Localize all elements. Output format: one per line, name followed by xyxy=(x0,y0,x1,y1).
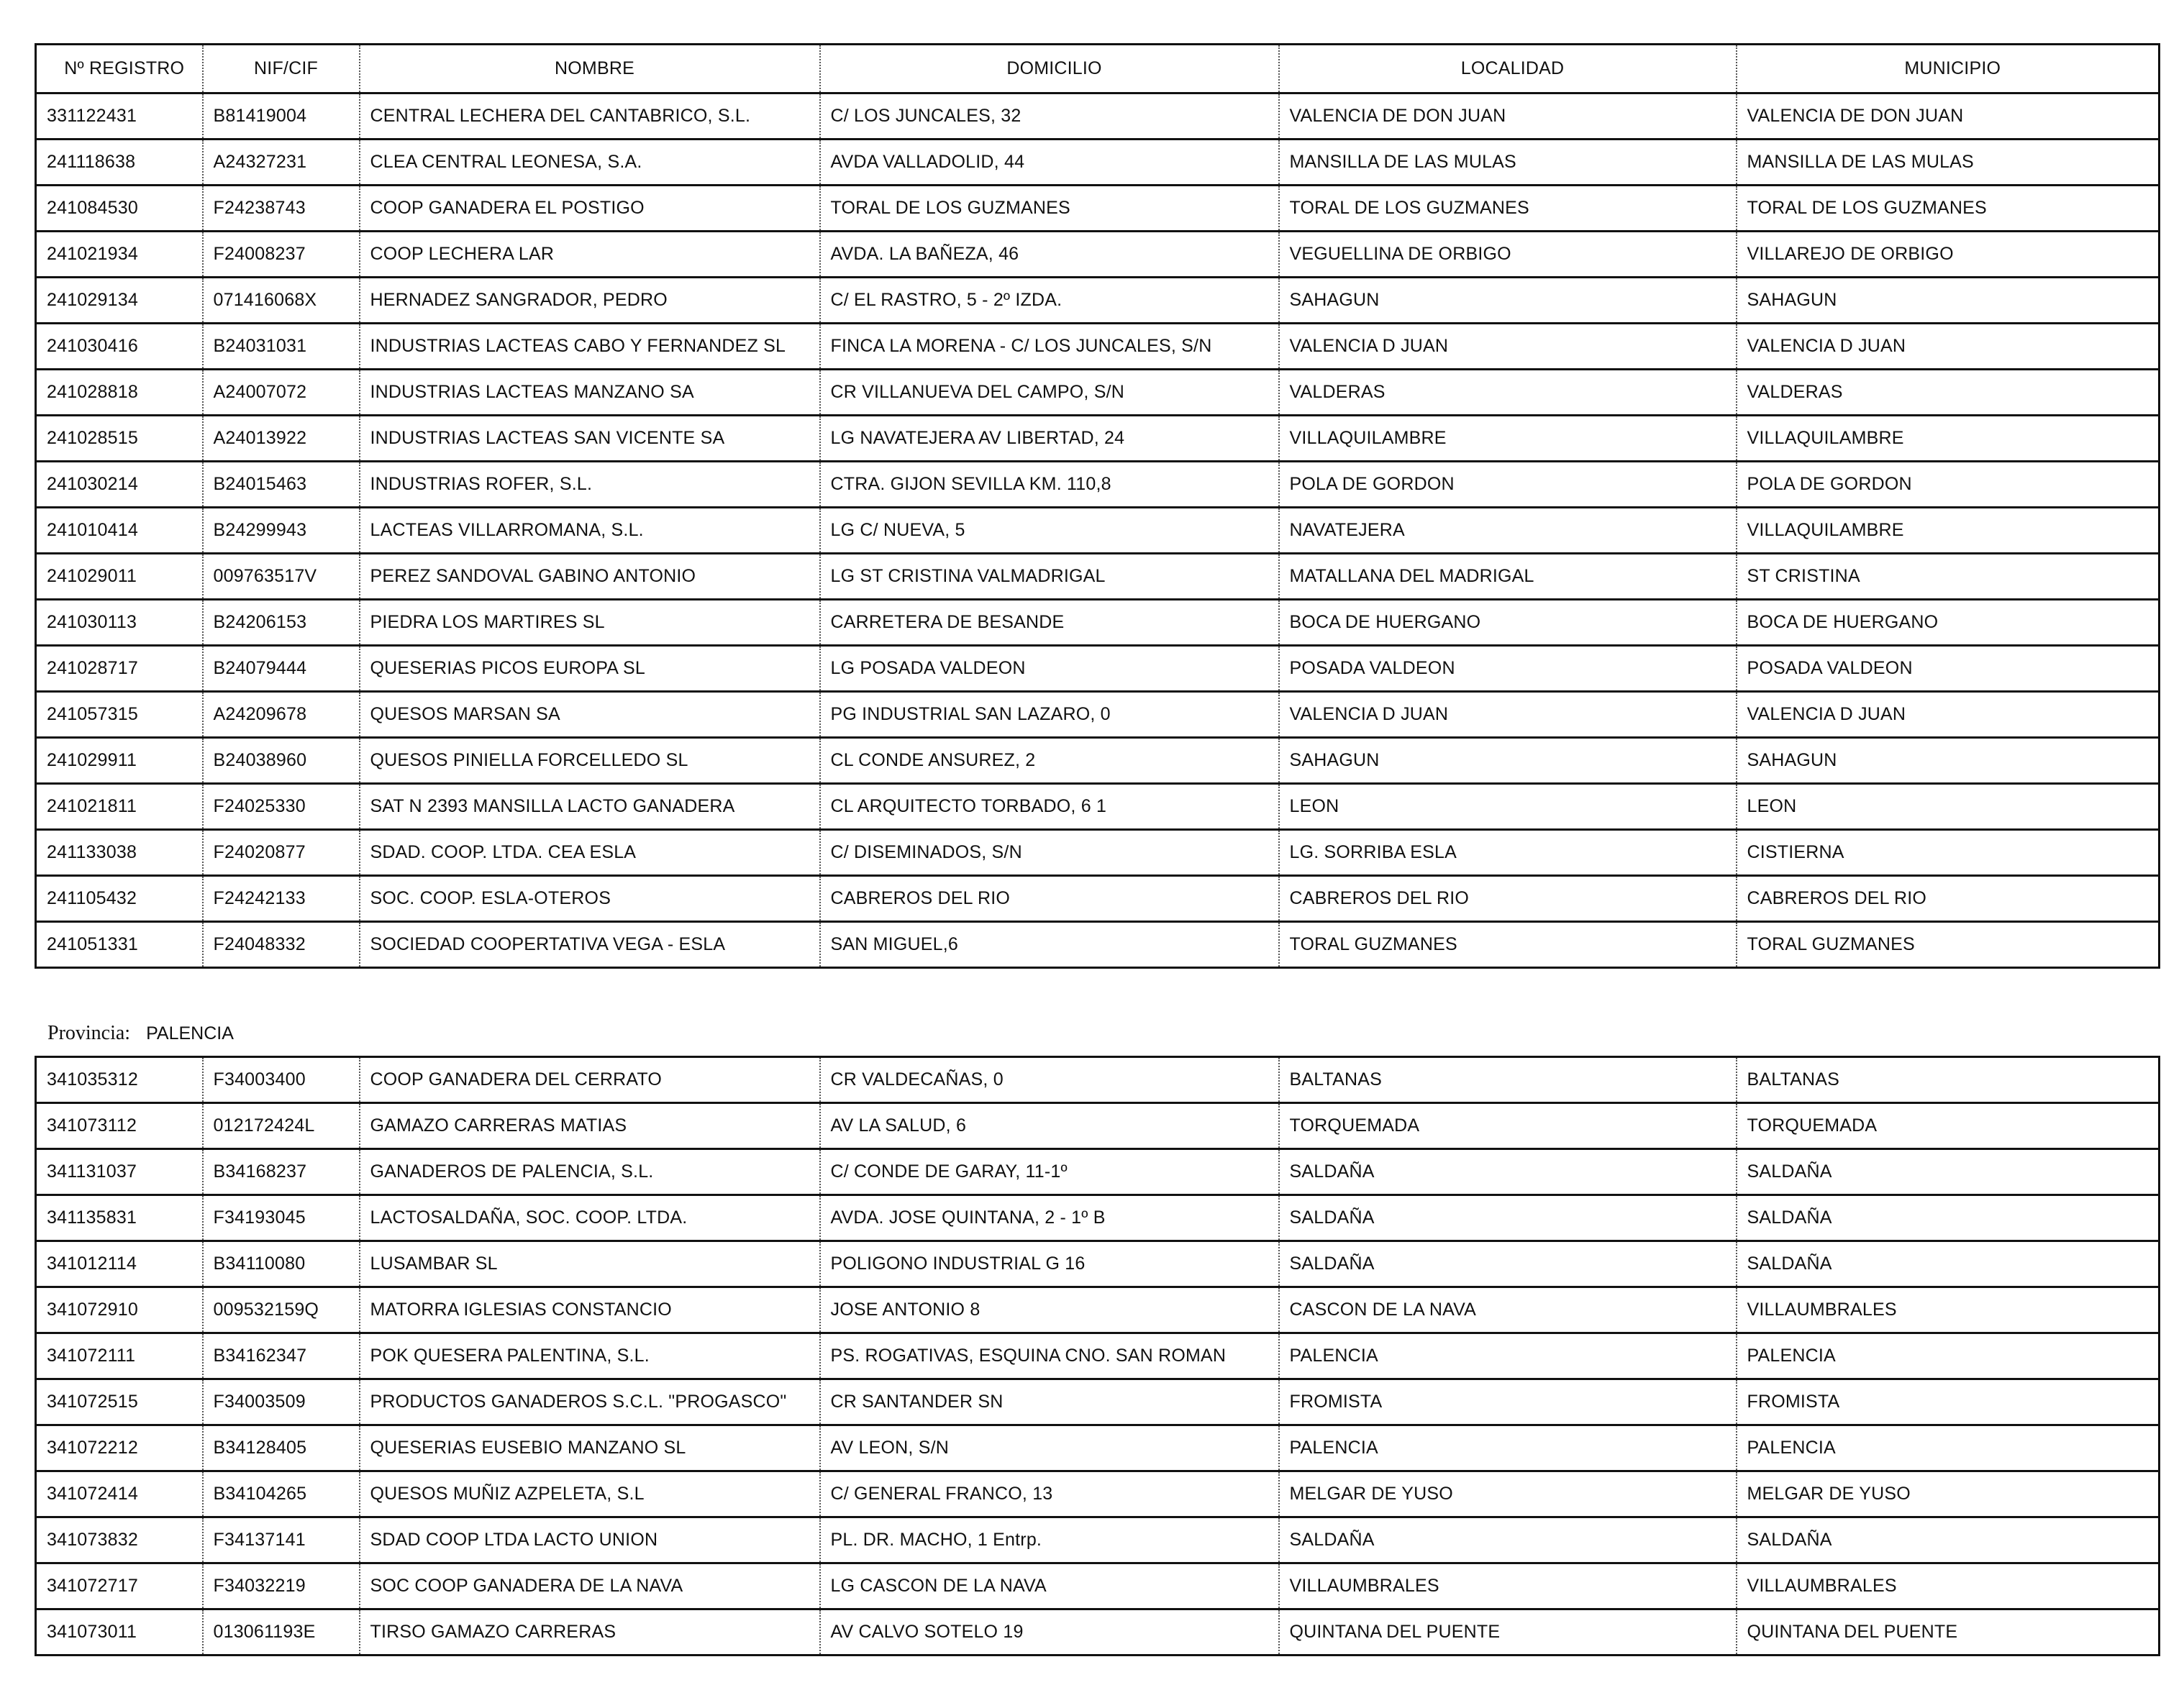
cell-domicilio: C/ GENERAL FRANCO, 13 xyxy=(820,1471,1279,1517)
cell-localidad: LG. SORRIBA ESLA xyxy=(1279,830,1737,876)
cell-nombre: LUSAMBAR SL xyxy=(360,1241,820,1287)
table-row xyxy=(36,784,2160,830)
cell-nombre: SAT N 2393 MANSILLA LACTO GANADERA xyxy=(360,784,820,830)
cell-localidad: MATALLANA DEL MADRIGAL xyxy=(1279,554,1737,600)
cell-localidad: MANSILLA DE LAS MULAS xyxy=(1279,140,1737,186)
cell-nombre: QUESOS MARSAN SA xyxy=(360,692,820,738)
cell-nif-cif: F24242133 xyxy=(203,876,360,922)
cell-nif-cif: A24013922 xyxy=(203,416,360,462)
cell-domicilio: AVDA. LA BAÑEZA, 46 xyxy=(820,232,1279,278)
cell-nombre: TIRSO GAMAZO CARRERAS xyxy=(360,1609,820,1656)
cell-registro: 341073832 xyxy=(36,1517,203,1563)
cell-municipio: VALENCIA D JUAN xyxy=(1737,324,2160,370)
cell-domicilio: C/ DISEMINADOS, S/N xyxy=(820,830,1279,876)
cell-nombre: SOC COOP GANADERA DE LA NAVA xyxy=(360,1563,820,1609)
cell-municipio: SALDAÑA xyxy=(1737,1241,2160,1287)
cell-localidad: SALDAÑA xyxy=(1279,1241,1737,1287)
cell-domicilio: CL ARQUITECTO TORBADO, 6 1 xyxy=(820,784,1279,830)
cell-nombre: MATORRA IGLESIAS CONSTANCIO xyxy=(360,1287,820,1333)
table-row xyxy=(36,508,2160,554)
cell-nif-cif: B24299943 xyxy=(203,508,360,554)
table-row xyxy=(36,1333,2160,1379)
cell-localidad: BOCA DE HUERGANO xyxy=(1279,600,1737,646)
table-row xyxy=(36,922,2160,968)
cell-localidad: QUINTANA DEL PUENTE xyxy=(1279,1609,1737,1656)
cell-localidad: TORAL GUZMANES xyxy=(1279,922,1737,968)
cell-nombre: COOP GANADERA EL POSTIGO xyxy=(360,186,820,232)
table-row xyxy=(36,370,2160,416)
cell-domicilio: PL. DR. MACHO, 1 Entrp. xyxy=(820,1517,1279,1563)
cell-nombre: PEREZ SANDOVAL GABINO ANTONIO xyxy=(360,554,820,600)
cell-localidad: SALDAÑA xyxy=(1279,1517,1737,1563)
header-nif-cif: NIF/CIF xyxy=(203,45,360,93)
cell-nombre: QUESERIAS EUSEBIO MANZANO SL xyxy=(360,1425,820,1471)
cell-localidad: VALENCIA D JUAN xyxy=(1279,692,1737,738)
cell-nif-cif: B24015463 xyxy=(203,462,360,508)
cell-domicilio: CARRETERA DE BESANDE xyxy=(820,600,1279,646)
cell-nif-cif: B24206153 xyxy=(203,600,360,646)
cell-nif-cif: 009763517V xyxy=(203,554,360,600)
cell-domicilio: AVDA VALLADOLID, 44 xyxy=(820,140,1279,186)
cell-municipio: VALENCIA D JUAN xyxy=(1737,692,2160,738)
cell-registro: 341073112 xyxy=(36,1103,203,1149)
cell-domicilio: AV CALVO SOTELO 19 xyxy=(820,1609,1279,1656)
table-row xyxy=(36,278,2160,324)
table-row xyxy=(36,232,2160,278)
header-municipio: MUNICIPIO xyxy=(1737,45,2160,93)
cell-domicilio: C/ LOS JUNCALES, 32 xyxy=(820,93,1279,140)
cell-municipio: BOCA DE HUERGANO xyxy=(1737,600,2160,646)
cell-municipio: LEON xyxy=(1737,784,2160,830)
cell-registro: 341131037 xyxy=(36,1149,203,1195)
cell-registro: 241030416 xyxy=(36,324,203,370)
cell-nombre: SOC. COOP. ESLA-OTEROS xyxy=(360,876,820,922)
cell-municipio: CISTIERNA xyxy=(1737,830,2160,876)
cell-registro: 241010414 xyxy=(36,508,203,554)
cell-nombre: HERNADEZ SANGRADOR, PEDRO xyxy=(360,278,820,324)
cell-nombre: LACTEAS VILLARROMANA, S.L. xyxy=(360,508,820,554)
cell-nif-cif: F24008237 xyxy=(203,232,360,278)
registry-table-palencia xyxy=(35,1056,2160,1656)
cell-municipio: CABREROS DEL RIO xyxy=(1737,876,2160,922)
cell-municipio: POLA DE GORDON xyxy=(1737,462,2160,508)
cell-registro: 241021811 xyxy=(36,784,203,830)
table-row xyxy=(36,554,2160,600)
cell-municipio: TORAL GUZMANES xyxy=(1737,922,2160,968)
cell-municipio: TORQUEMADA xyxy=(1737,1103,2160,1149)
table-row xyxy=(36,462,2160,508)
cell-registro: 241105432 xyxy=(36,876,203,922)
cell-nombre: QUESERIAS PICOS EUROPA SL xyxy=(360,646,820,692)
cell-registro: 241030113 xyxy=(36,600,203,646)
cell-nif-cif: F24238743 xyxy=(203,186,360,232)
cell-nombre: COOP GANADERA DEL CERRATO xyxy=(360,1057,820,1103)
cell-nombre: LACTOSALDAÑA, SOC. COOP. LTDA. xyxy=(360,1195,820,1241)
table-row xyxy=(36,186,2160,232)
table-row xyxy=(36,416,2160,462)
cell-municipio: TORAL DE LOS GUZMANES xyxy=(1737,186,2160,232)
table-row xyxy=(36,1103,2160,1149)
cell-nif-cif: B24038960 xyxy=(203,738,360,784)
cell-localidad: POSADA VALDEON xyxy=(1279,646,1737,692)
cell-registro: 341035312 xyxy=(36,1057,203,1103)
cell-municipio: QUINTANA DEL PUENTE xyxy=(1737,1609,2160,1656)
cell-domicilio: CTRA. GIJON SEVILLA KM. 110,8 xyxy=(820,462,1279,508)
cell-nif-cif: B34110080 xyxy=(203,1241,360,1287)
cell-registro: 241028717 xyxy=(36,646,203,692)
cell-domicilio: AVDA. JOSE QUINTANA, 2 - 1º B xyxy=(820,1195,1279,1241)
table-row xyxy=(36,830,2160,876)
cell-localidad: VILLAUMBRALES xyxy=(1279,1563,1737,1609)
cell-municipio: FROMISTA xyxy=(1737,1379,2160,1425)
cell-registro: 241030214 xyxy=(36,462,203,508)
table-row xyxy=(36,646,2160,692)
cell-municipio: VILLAREJO DE ORBIGO xyxy=(1737,232,2160,278)
cell-registro: 241028818 xyxy=(36,370,203,416)
cell-nif-cif: 009532159Q xyxy=(203,1287,360,1333)
cell-nombre: SDAD. COOP. LTDA. CEA ESLA xyxy=(360,830,820,876)
cell-municipio: SALDAÑA xyxy=(1737,1517,2160,1563)
cell-nombre: SOCIEDAD COOPERTATIVA VEGA - ESLA xyxy=(360,922,820,968)
table-row xyxy=(36,1195,2160,1241)
cell-localidad: LEON xyxy=(1279,784,1737,830)
cell-nombre: INDUSTRIAS LACTEAS SAN VICENTE SA xyxy=(360,416,820,462)
cell-municipio: VILLAUMBRALES xyxy=(1737,1563,2160,1609)
table-row xyxy=(36,324,2160,370)
cell-localidad: SAHAGUN xyxy=(1279,738,1737,784)
cell-nif-cif: F34003509 xyxy=(203,1379,360,1425)
cell-localidad: PALENCIA xyxy=(1279,1425,1737,1471)
provincia-label: Provincia: xyxy=(47,1022,131,1044)
cell-municipio: PALENCIA xyxy=(1737,1333,2160,1379)
cell-municipio: SAHAGUN xyxy=(1737,738,2160,784)
cell-domicilio: CL CONDE ANSUREZ, 2 xyxy=(820,738,1279,784)
cell-municipio: SAHAGUN xyxy=(1737,278,2160,324)
cell-nombre: INDUSTRIAS LACTEAS MANZANO SA xyxy=(360,370,820,416)
table-row xyxy=(36,1471,2160,1517)
cell-municipio: MELGAR DE YUSO xyxy=(1737,1471,2160,1517)
header-domicilio: DOMICILIO xyxy=(820,45,1279,93)
cell-nombre: POK QUESERA PALENTINA, S.L. xyxy=(360,1333,820,1379)
cell-registro: 241029134 xyxy=(36,278,203,324)
cell-nif-cif: B24079444 xyxy=(203,646,360,692)
cell-nombre: GANADEROS DE PALENCIA, S.L. xyxy=(360,1149,820,1195)
cell-registro: 241051331 xyxy=(36,922,203,968)
cell-domicilio: TORAL DE LOS GUZMANES xyxy=(820,186,1279,232)
cell-registro: 341072515 xyxy=(36,1379,203,1425)
cell-nif-cif: B81419004 xyxy=(203,93,360,140)
cell-localidad: PALENCIA xyxy=(1279,1333,1737,1379)
cell-localidad: VALENCIA D JUAN xyxy=(1279,324,1737,370)
cell-municipio: VILLAQUILAMBRE xyxy=(1737,416,2160,462)
cell-registro: 241057315 xyxy=(36,692,203,738)
header-registro: Nº REGISTRO xyxy=(36,45,203,93)
cell-municipio: SALDAÑA xyxy=(1737,1149,2160,1195)
cell-registro: 341072717 xyxy=(36,1563,203,1609)
table-row xyxy=(36,1563,2160,1609)
cell-nombre: CENTRAL LECHERA DEL CANTABRICO, S.L. xyxy=(360,93,820,140)
cell-municipio: MANSILLA DE LAS MULAS xyxy=(1737,140,2160,186)
cell-municipio: VILLAQUILAMBRE xyxy=(1737,508,2160,554)
cell-domicilio: AV LA SALUD, 6 xyxy=(820,1103,1279,1149)
registry-table-leon xyxy=(35,43,2160,969)
cell-domicilio: LG NAVATEJERA AV LIBERTAD, 24 xyxy=(820,416,1279,462)
cell-localidad: SALDAÑA xyxy=(1279,1195,1737,1241)
cell-localidad: VALENCIA DE DON JUAN xyxy=(1279,93,1737,140)
table-row xyxy=(36,140,2160,186)
cell-nombre: GAMAZO CARRERAS MATIAS xyxy=(360,1103,820,1149)
cell-municipio: PALENCIA xyxy=(1737,1425,2160,1471)
cell-registro: 341072111 xyxy=(36,1333,203,1379)
cell-municipio: BALTANAS xyxy=(1737,1057,2160,1103)
cell-nif-cif: F34193045 xyxy=(203,1195,360,1241)
table-row xyxy=(36,876,2160,922)
cell-nombre: INDUSTRIAS LACTEAS CABO Y FERNANDEZ SL xyxy=(360,324,820,370)
cell-domicilio: CABREROS DEL RIO xyxy=(820,876,1279,922)
cell-registro: 241118638 xyxy=(36,140,203,186)
cell-nif-cif: B34128405 xyxy=(203,1425,360,1471)
cell-nif-cif: B24031031 xyxy=(203,324,360,370)
cell-localidad: POLA DE GORDON xyxy=(1279,462,1737,508)
cell-domicilio: C/ CONDE DE GARAY, 11-1º xyxy=(820,1149,1279,1195)
cell-domicilio: C/ EL RASTRO, 5 - 2º IZDA. xyxy=(820,278,1279,324)
cell-registro: 241021934 xyxy=(36,232,203,278)
table-row xyxy=(36,1241,2160,1287)
cell-municipio: VALENCIA DE DON JUAN xyxy=(1737,93,2160,140)
cell-municipio: VALDERAS xyxy=(1737,370,2160,416)
cell-localidad: VILLAQUILAMBRE xyxy=(1279,416,1737,462)
cell-registro: 241133038 xyxy=(36,830,203,876)
cell-domicilio: PS. ROGATIVAS, ESQUINA CNO. SAN ROMAN xyxy=(820,1333,1279,1379)
cell-nif-cif: F34137141 xyxy=(203,1517,360,1563)
cell-localidad: VEGUELLINA DE ORBIGO xyxy=(1279,232,1737,278)
provincia-value: PALENCIA xyxy=(146,1023,234,1043)
cell-nif-cif: B34168237 xyxy=(203,1149,360,1195)
cell-nif-cif: A24007072 xyxy=(203,370,360,416)
cell-localidad: SALDAÑA xyxy=(1279,1149,1737,1195)
cell-domicilio: LG C/ NUEVA, 5 xyxy=(820,508,1279,554)
cell-registro: 341012114 xyxy=(36,1241,203,1287)
table-row xyxy=(36,1517,2160,1563)
cell-municipio: VILLAUMBRALES xyxy=(1737,1287,2160,1333)
cell-domicilio: SAN MIGUEL,6 xyxy=(820,922,1279,968)
cell-registro: 331122431 xyxy=(36,93,203,140)
cell-nif-cif: F24020877 xyxy=(203,830,360,876)
cell-localidad: VALDERAS xyxy=(1279,370,1737,416)
cell-localidad: CASCON DE LA NAVA xyxy=(1279,1287,1737,1333)
cell-nombre: COOP LECHERA LAR xyxy=(360,232,820,278)
table-row xyxy=(36,1425,2160,1471)
cell-municipio: SALDAÑA xyxy=(1737,1195,2160,1241)
cell-nif-cif: F24048332 xyxy=(203,922,360,968)
cell-domicilio: LG POSADA VALDEON xyxy=(820,646,1279,692)
cell-nif-cif: 071416068X xyxy=(203,278,360,324)
cell-localidad: TORQUEMADA xyxy=(1279,1103,1737,1149)
cell-domicilio: LG ST CRISTINA VALMADRIGAL xyxy=(820,554,1279,600)
cell-localidad: FROMISTA xyxy=(1279,1379,1737,1425)
table-row xyxy=(36,1379,2160,1425)
cell-nif-cif: A24327231 xyxy=(203,140,360,186)
cell-localidad: CABREROS DEL RIO xyxy=(1279,876,1737,922)
cell-nif-cif: F34003400 xyxy=(203,1057,360,1103)
cell-nif-cif: B34162347 xyxy=(203,1333,360,1379)
cell-nombre: QUESOS PINIELLA FORCELLEDO SL xyxy=(360,738,820,784)
table-row xyxy=(36,738,2160,784)
cell-domicilio: CR VALDECAÑAS, 0 xyxy=(820,1057,1279,1103)
cell-domicilio: PG INDUSTRIAL SAN LAZARO, 0 xyxy=(820,692,1279,738)
cell-registro: 341072910 xyxy=(36,1287,203,1333)
header-localidad: LOCALIDAD xyxy=(1279,45,1737,93)
provincia-heading xyxy=(47,1022,234,1045)
cell-domicilio: LG CASCON DE LA NAVA xyxy=(820,1563,1279,1609)
cell-nif-cif: A24209678 xyxy=(203,692,360,738)
cell-localidad: BALTANAS xyxy=(1279,1057,1737,1103)
header-nombre: NOMBRE xyxy=(360,45,820,93)
cell-nif-cif: B34104265 xyxy=(203,1471,360,1517)
cell-nif-cif: 013061193E xyxy=(203,1609,360,1656)
table-row xyxy=(36,1287,2160,1333)
cell-registro: 341072414 xyxy=(36,1471,203,1517)
cell-domicilio: CR VILLANUEVA DEL CAMPO, S/N xyxy=(820,370,1279,416)
cell-nombre: PRODUCTOS GANADEROS S.C.L. "PROGASCO" xyxy=(360,1379,820,1425)
cell-domicilio: FINCA LA MORENA - C/ LOS JUNCALES, S/N xyxy=(820,324,1279,370)
cell-localidad: NAVATEJERA xyxy=(1279,508,1737,554)
cell-nombre: INDUSTRIAS ROFER, S.L. xyxy=(360,462,820,508)
cell-domicilio: JOSE ANTONIO 8 xyxy=(820,1287,1279,1333)
cell-registro: 341073011 xyxy=(36,1609,203,1656)
cell-localidad: MELGAR DE YUSO xyxy=(1279,1471,1737,1517)
cell-nombre: QUESOS MUÑIZ AZPELETA, S.L xyxy=(360,1471,820,1517)
table-row xyxy=(36,692,2160,738)
cell-registro: 341072212 xyxy=(36,1425,203,1471)
cell-registro: 241029011 xyxy=(36,554,203,600)
cell-nombre: SDAD COOP LTDA LACTO UNION xyxy=(360,1517,820,1563)
cell-domicilio: CR SANTANDER SN xyxy=(820,1379,1279,1425)
table-row xyxy=(36,1057,2160,1103)
table-row xyxy=(36,93,2160,140)
table-row xyxy=(36,1149,2160,1195)
cell-localidad: SAHAGUN xyxy=(1279,278,1737,324)
table-header-row xyxy=(36,45,2160,93)
cell-nombre: PIEDRA LOS MARTIRES SL xyxy=(360,600,820,646)
cell-nombre: CLEA CENTRAL LEONESA, S.A. xyxy=(360,140,820,186)
cell-domicilio: POLIGONO INDUSTRIAL G 16 xyxy=(820,1241,1279,1287)
cell-domicilio: AV LEON, S/N xyxy=(820,1425,1279,1471)
cell-localidad: TORAL DE LOS GUZMANES xyxy=(1279,186,1737,232)
cell-registro: 241084530 xyxy=(36,186,203,232)
cell-nif-cif: F24025330 xyxy=(203,784,360,830)
cell-registro: 241028515 xyxy=(36,416,203,462)
cell-nif-cif: F34032219 xyxy=(203,1563,360,1609)
cell-registro: 241029911 xyxy=(36,738,203,784)
cell-nif-cif: 012172424L xyxy=(203,1103,360,1149)
cell-registro: 341135831 xyxy=(36,1195,203,1241)
table-row xyxy=(36,1609,2160,1656)
cell-municipio: ST CRISTINA xyxy=(1737,554,2160,600)
cell-municipio: POSADA VALDEON xyxy=(1737,646,2160,692)
table-row xyxy=(36,600,2160,646)
